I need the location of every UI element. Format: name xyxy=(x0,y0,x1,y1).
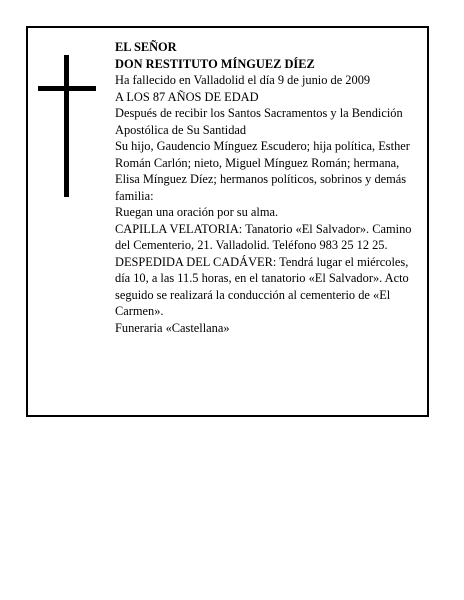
wake-info: CAPILLA VELATORIA: Tanatorio «El Salvador». Camino del Cementerio, 21. Valladolid. Teléfono 983 25 12 25. xyxy=(115,221,412,252)
sacraments-line: Después de recibir los Santos Sacramentos y la Bendición Apostólica de Su Santidad xyxy=(115,106,403,137)
funeral-home: Funeraria «Castellana» xyxy=(115,320,230,335)
family-list: Su hijo, Gaudencio Mínguez Escudero; hija política, Esther Román Carlón; nieto, Miguel Mínguez Román; hermana, Elisa Mínguez Díez; hermanos políticos, sobrinos y demás familia: xyxy=(115,139,410,203)
death-line: Ha fallecido en Valladolid el día 9 de junio de 2009 xyxy=(115,73,371,87)
prayer-request: Ruegan una oración por su alma. xyxy=(115,205,279,219)
deceased-name: DON RESTITUTO MÍNGUEZ DÍEZ xyxy=(115,56,315,71)
funeral-info: DESPEDIDA DEL CADÁVER: Tendrá lugar el miércoles, día 10, a las 11.5 horas, en el tanatorio «El Salvador». Acto seguido se realizará la conducción al cementerio de «El Carmen». xyxy=(115,254,409,318)
cross-vertical-bar xyxy=(64,55,69,197)
cross-horizontal-bar xyxy=(38,86,96,91)
age-line: A LOS 87 AÑOS DE EDAD xyxy=(115,89,259,104)
obituary-text xyxy=(115,39,415,336)
obituary-title: EL SEÑOR xyxy=(115,40,177,54)
